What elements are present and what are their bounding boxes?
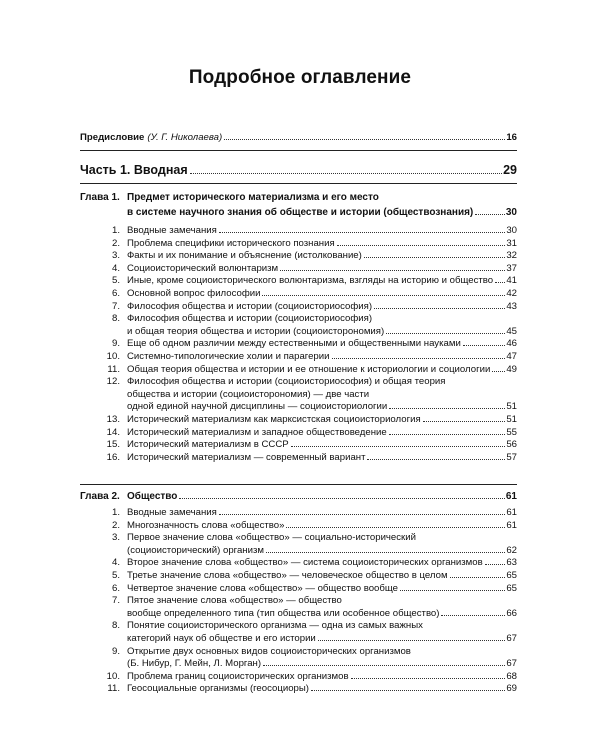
item-number: 10. [106, 670, 120, 682]
divider [80, 183, 517, 184]
toc-item-text: Исторический материализм как марксистская социоисториология [127, 414, 421, 425]
toc-item[interactable] [127, 300, 517, 313]
chapter-1-label: Глава 1. [80, 192, 120, 203]
page-number: 41 [506, 275, 517, 287]
leader-dots [263, 664, 505, 666]
leader-dots [219, 513, 505, 515]
page-number: 51 [506, 414, 517, 425]
chapter-2-title: Общество [127, 491, 178, 502]
item-number: 7. [111, 595, 120, 607]
toc-item-text: (Б. Нибур, Г. Мейн, Л. Морган) [127, 658, 262, 670]
toc-item-text: Многозначность слова «общество» [127, 519, 285, 531]
leader-dots [495, 281, 505, 283]
item-number: 7. [111, 300, 120, 312]
page-number: 30 [506, 225, 517, 236]
leader-dots [423, 420, 506, 422]
toc-item[interactable] [127, 325, 517, 338]
toc-item[interactable] [127, 632, 517, 645]
toc-title: Подробное оглавление [188, 67, 412, 88]
item-number: 3. [111, 250, 120, 262]
toc-item[interactable] [127, 224, 517, 237]
toc-item[interactable] [127, 237, 517, 250]
page-number: 65 [506, 570, 517, 581]
preface-entry[interactable] [80, 131, 517, 144]
leader-dots [400, 589, 505, 591]
toc-item-text: Основной вопрос философии [127, 288, 261, 299]
leader-dots [351, 677, 506, 679]
divider [80, 150, 517, 151]
toc-item-text: Еще об одном различии между естественными и общественными науками [127, 338, 461, 350]
toc-item[interactable] [127, 451, 517, 464]
page-number: 61 [505, 491, 517, 502]
toc-item-text: и общая теория общества и истории (социоисторономия) [127, 325, 385, 337]
toc-item-text: Третье значение слова «общество» — человеческое общество в целом [127, 570, 448, 581]
item-number: 2. [111, 237, 120, 249]
toc-item-text: Понятие социоисторического организма — одна из самых важных [127, 620, 423, 632]
item-number: 1. [111, 225, 120, 236]
leader-dots [266, 551, 505, 553]
toc-item-text: Философия общества и истории (социоисториософия) [127, 313, 373, 325]
item-number: 9. [111, 338, 120, 350]
leader-dots [224, 138, 505, 140]
toc-item-text: Факты и их понимание и объяснение (истолкование) [127, 250, 362, 262]
page-number: 66 [506, 607, 517, 619]
chapter-1-title-line1: Предмет исторического материализма и его место [127, 192, 379, 203]
preface-author: (У. Г. Николаева) [147, 132, 223, 143]
toc-item-text: Открытие двух основных видов социоисторических организмов [127, 645, 411, 657]
toc-item[interactable] [127, 400, 517, 413]
item-number: 6. [111, 582, 120, 594]
leader-dots [332, 357, 506, 359]
item-number: 8. [111, 620, 120, 632]
leader-dots [485, 563, 506, 565]
chapter-1-title-line2: в системе научного знания об обществе и истории (обществознания) [127, 207, 474, 218]
item-number: 8. [111, 313, 120, 325]
part-1-entry[interactable] [80, 162, 517, 178]
item-number: 10. [106, 351, 120, 362]
chapter-1-entry[interactable] [127, 206, 517, 219]
item-number: 3. [111, 532, 120, 544]
page-number: 47 [506, 351, 517, 362]
toc-item[interactable] [127, 274, 517, 287]
page-number: 37 [506, 262, 517, 274]
page-number: 62 [506, 544, 517, 556]
toc-item[interactable] [127, 363, 517, 376]
toc-item[interactable] [127, 262, 517, 275]
leader-dots [441, 614, 505, 616]
page-number: 69 [506, 683, 517, 695]
toc-item[interactable] [127, 544, 517, 557]
toc-item[interactable] [127, 657, 517, 670]
page-number: 30 [505, 207, 517, 218]
item-number: 4. [111, 262, 120, 274]
toc-item[interactable] [127, 569, 517, 582]
page-number: 32 [506, 250, 517, 262]
page-number: 67 [506, 658, 517, 670]
toc-item-text: Иные, кроме социоисторического волюнтаризма, взгляды на историю и общество [127, 275, 494, 287]
toc-item-text: общества и истории (социоисторономия) — две части [127, 388, 370, 400]
page-number: 63 [506, 557, 517, 569]
toc-item[interactable] [127, 413, 517, 426]
leader-dots [262, 294, 505, 296]
leader-dots [291, 445, 506, 447]
toc-item-text: Вводные замечания [127, 225, 217, 236]
leader-dots [463, 344, 506, 346]
item-number: 5. [111, 570, 120, 581]
item-number: 13. [106, 414, 120, 425]
leader-dots [179, 497, 504, 499]
toc-item[interactable] [127, 682, 517, 695]
page-number: 68 [506, 670, 517, 682]
toc-item[interactable] [127, 506, 517, 519]
item-number: 15. [106, 439, 120, 451]
page-number: 43 [506, 300, 517, 312]
page-number: 55 [506, 426, 517, 438]
leader-dots [389, 433, 506, 435]
leader-dots [280, 269, 505, 271]
page-number: 61 [506, 519, 517, 531]
chapter-2-label: Глава 2. [80, 491, 120, 502]
leader-dots [190, 172, 502, 174]
page-number: 46 [506, 338, 517, 350]
toc-item[interactable] [127, 607, 517, 620]
item-number: 1. [111, 507, 120, 518]
toc-item-text: Философия общества и истории (социоисториософия) и общая теория [127, 376, 446, 388]
toc-item-text: категорий наук об обществе и его истории [127, 633, 316, 644]
page-number: 61 [506, 507, 517, 518]
page-number: 51 [506, 401, 517, 413]
page-number: 67 [506, 633, 517, 644]
toc-item[interactable] [127, 670, 517, 683]
item-number: 14. [106, 426, 120, 438]
divider [80, 484, 517, 485]
toc-item-text: Исторический материализм и западное обществоведение [127, 426, 387, 438]
leader-dots [386, 332, 505, 334]
part-1-label: Часть 1. Вводная [80, 163, 188, 177]
item-number: 4. [111, 557, 120, 569]
toc-item-text: одной единой научной дисциплины — социоисториологии [127, 401, 388, 413]
item-number: 11. [107, 683, 120, 695]
page-number: 65 [506, 582, 517, 594]
toc-item[interactable] [127, 438, 517, 451]
leader-dots [389, 407, 505, 409]
toc-item[interactable] [127, 287, 517, 300]
leader-dots [475, 213, 505, 215]
page-number: 49 [506, 363, 517, 375]
toc-item-text: Пятое значение слова «общество» — общество [127, 595, 342, 607]
leader-dots [374, 307, 505, 309]
leader-dots [367, 458, 505, 460]
preface-label: Предисловие [80, 132, 145, 143]
toc-item-text: Общая теория общества и истории и ее отношение к историологии и социологии [127, 363, 491, 375]
item-number: 6. [111, 288, 120, 299]
toc-item-text: Проблема специфики исторического познания [127, 237, 335, 249]
toc-item[interactable] [127, 249, 517, 262]
toc-item-text: Исторический материализм — современный вариант [127, 451, 366, 463]
toc-item-text: Проблема границ социоисторических организмов [127, 670, 349, 682]
leader-dots [318, 639, 506, 641]
item-number: 12. [106, 376, 120, 388]
leader-dots [286, 526, 505, 528]
toc-item-text: (социоисторический) организм [127, 544, 264, 556]
page-number: 16 [506, 132, 517, 143]
item-number: 5. [111, 275, 120, 287]
chapter-2-entry[interactable] [127, 490, 517, 503]
page-number: 31 [506, 237, 517, 249]
toc-item[interactable] [127, 350, 517, 363]
leader-dots [450, 576, 506, 578]
toc-item-text: Геосоциальные организмы (геосоциоры) [127, 683, 309, 695]
page-number: 42 [506, 288, 517, 299]
toc-item-text: Вводные замечания [127, 507, 217, 518]
leader-dots [492, 370, 505, 372]
toc-item[interactable] [127, 556, 517, 569]
item-number: 2. [111, 519, 120, 531]
toc-item-text: Первое значение слова «общество» — социально-исторический [127, 532, 416, 544]
toc-item-text: вообще определенного типа (тип общества или особенное общество) [127, 607, 440, 619]
leader-dots [364, 256, 505, 258]
page-number: 56 [506, 439, 517, 451]
item-number: 11. [107, 363, 120, 375]
toc-item[interactable] [127, 337, 517, 350]
toc-item-text: Социоисторический волюнтаризм [127, 262, 279, 274]
leader-dots [311, 689, 505, 691]
toc-item-text: Исторический материализм в СССР [127, 439, 289, 451]
toc-item-text: Системно-типологические холии и парагерии [127, 351, 330, 362]
toc-item-text: Четвертое значение слова «общество» — общество вообще [127, 582, 398, 594]
item-number: 16. [106, 451, 120, 463]
page-number: 29 [503, 163, 517, 177]
toc-item-text: Философия общества и истории (социоисториософия) [127, 300, 373, 312]
page-number: 57 [506, 451, 517, 463]
toc-item-text: Второе значение слова «общество» — система социоисторических организмов [127, 557, 483, 569]
leader-dots [337, 244, 506, 246]
leader-dots [219, 231, 505, 233]
page-number: 45 [506, 325, 517, 337]
toc-item[interactable] [127, 519, 517, 532]
item-number: 9. [111, 645, 120, 657]
toc-item[interactable] [127, 582, 517, 595]
toc-item[interactable] [127, 426, 517, 439]
